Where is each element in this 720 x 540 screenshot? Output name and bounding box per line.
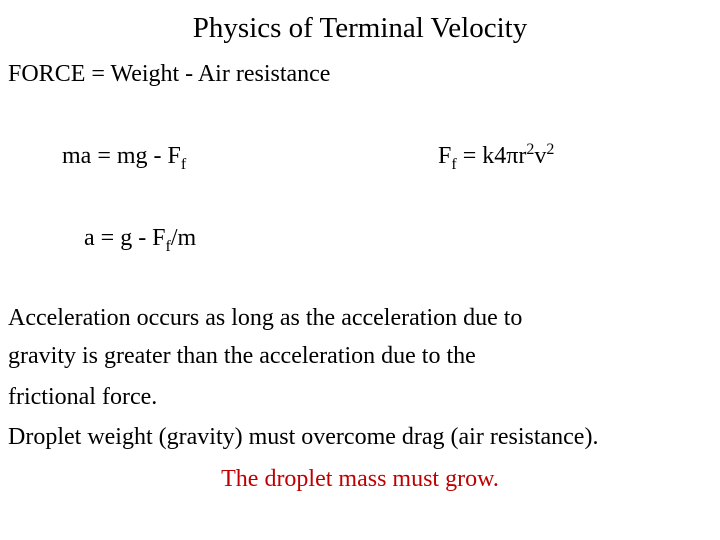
acceleration-equation-sub: f: [165, 237, 171, 255]
force-equation: FORCE = Weight - Air resistance: [8, 61, 331, 87]
paragraph-line-2: gravity is greater than the acceleration due to the: [8, 343, 476, 369]
radius-exponent: 2: [526, 141, 535, 158]
paragraph-line-4: Droplet weight (gravity) must overcome drag (air resistance).: [8, 424, 599, 450]
friction-symbol-sub: f: [451, 155, 457, 173]
velocity-exponent: 2: [546, 141, 555, 158]
velocity-symbol: v: [534, 143, 547, 169]
newton-equation: [62, 140, 186, 172]
newton-equation-main: ma = mg - F: [62, 143, 181, 169]
conclusion-text: The droplet mass must grow.: [221, 466, 499, 492]
acceleration-equation-main: a = g - F: [84, 225, 166, 251]
paragraph-line-1: Acceleration occurs as long as the acceleration due to: [8, 305, 523, 331]
newton-equation-sub: f: [180, 155, 187, 173]
friction-equation-mid: = k4πr: [456, 143, 527, 169]
acceleration-equation-tail: /m: [170, 225, 197, 251]
acceleration-equation: [84, 222, 196, 254]
slide-title: Physics of Terminal Velocity: [192, 12, 528, 44]
friction-equation: [438, 140, 554, 172]
friction-symbol: F: [438, 143, 452, 169]
paragraph-line-3: frictional force.: [8, 384, 158, 410]
